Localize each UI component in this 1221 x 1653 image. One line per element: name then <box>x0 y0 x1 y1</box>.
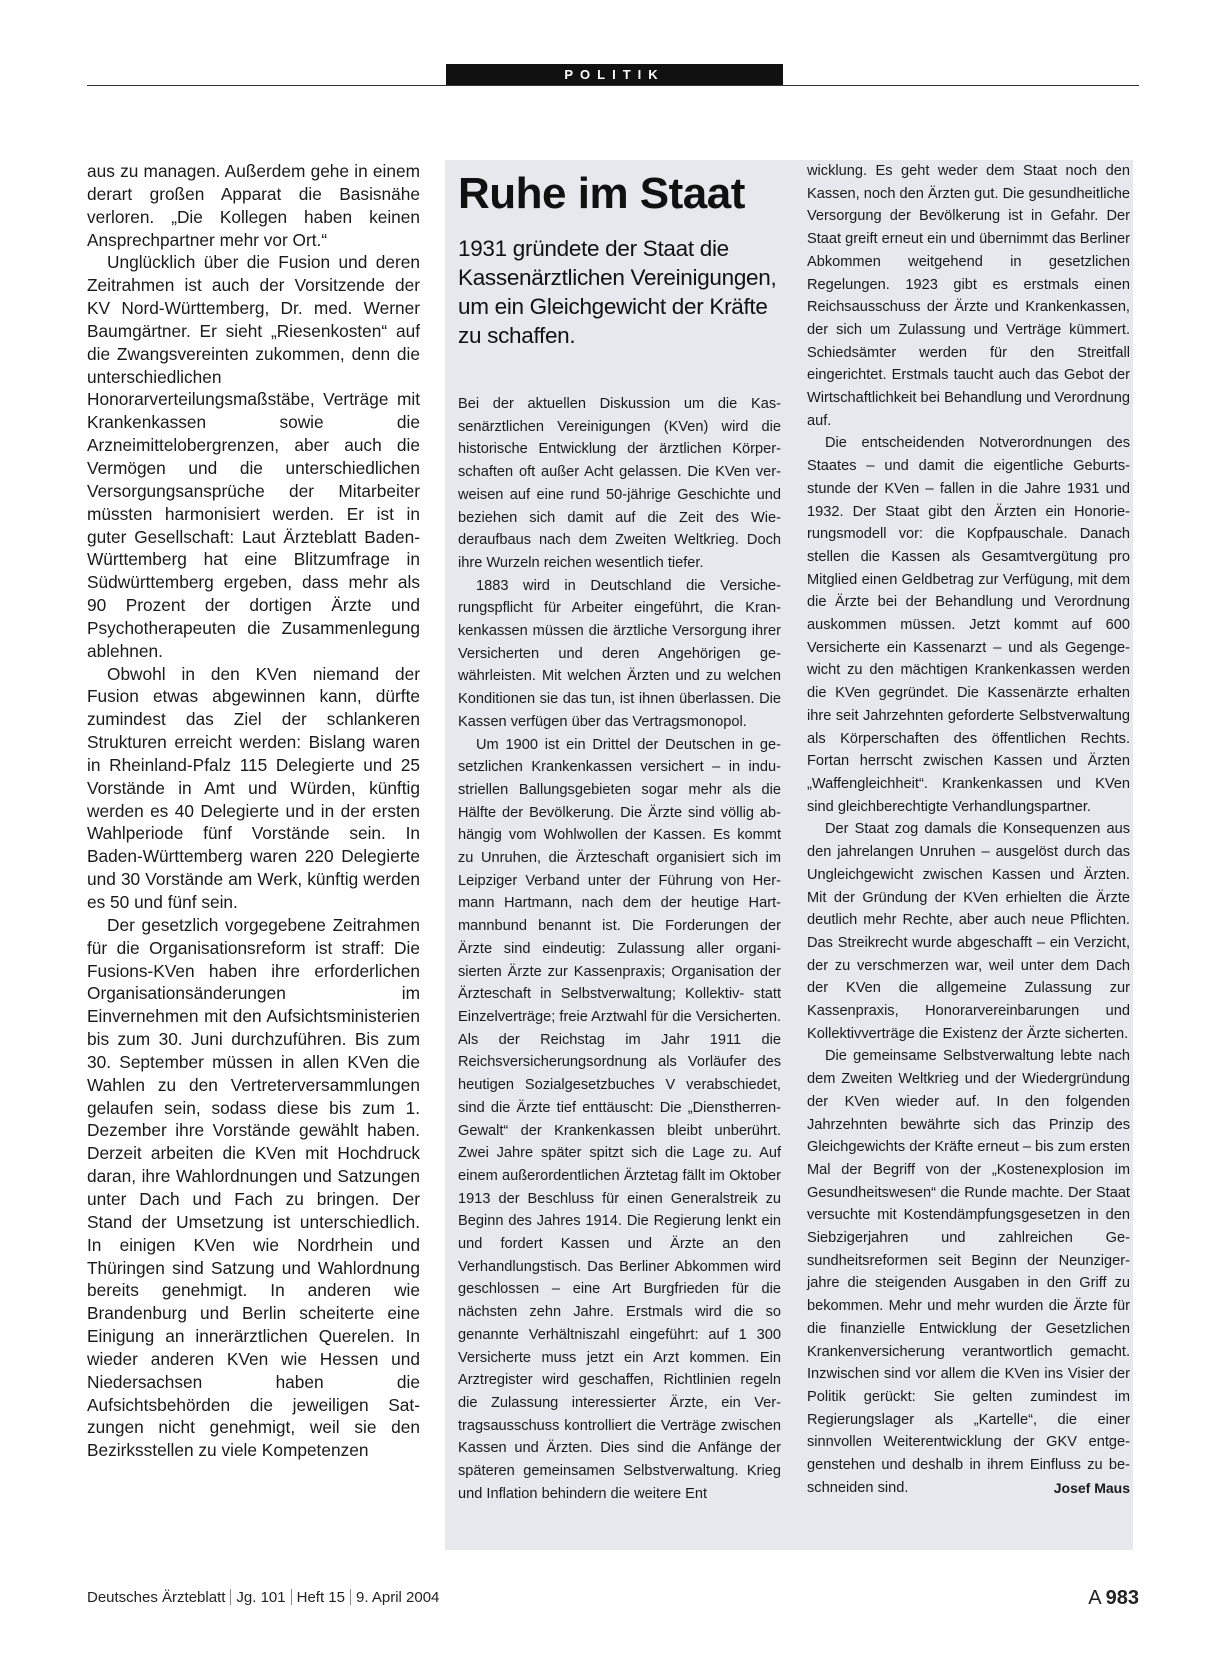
left-paragraph-1: aus zu managen. Außerdem gehe in einem derart großen Apparat die Basisnähe verloren. „Die Kollegen haben keinen Ansprechpartner mehr vor Ort.“ <box>87 161 420 250</box>
author-name: Josef Maus <box>1053 1479 1130 1496</box>
left-paragraph-3: Obwohl in den KVen niemand der Fusion etwas abgewinnen kann, dürfte zumindest das Ziel der schlankeren Strukturen erreicht werden: Bislang waren in Rheinland-Pfalz 115 Delegierte und 25 Vorstände in Amt und Würden, künftig werden es 40 Delegierte und in der ersten Wahlperiode fünf Vorstände sein. In Baden-Württemberg waren 220 Delegierte und 30 Vorstände am Werk, künftig werden es 50 und fünf sein. <box>87 663 420 912</box>
box-b-paragraph-4-text: Die gemeinsame Selbstverwaltung lebte nach dem Zweiten Weltkrieg und der Wiedergründung der KVen wieder auf. In den folgenden Jahrzehnten bewährte sich das Prinzip des Gleichgewichts der Kräfte erneut – bis zum ersten Mal der Begriff von der „Kostenexplosion im Gesundheitswesen“ die Runde machte. Der Staat versuchte mit Kostendämpfungsgesetzen in den Siebzigerjahren und zahlreichen Gesundheitsreformen seit Beginn der Neunzigerjahre die steigenden Ausgaben in den Griff zu bekommen. Mehr und mehr wurden die Ärzte für die finanzielle Entwicklung der Gesetzlichen Krankenversicherung verantwortlich gemacht. Inzwischen sind vor allem die KVen ins Visier der Politik gerückt: Sie gelten zumindest im Regierungslager als „Kartelle“, die einer sinnvollen Weiterentwicklung der GKV entgegenstehen und deshalb in ihrem Einfluss zu beschneiden sind. <box>807 1048 1130 1496</box>
box-a-paragraph-2: 1883 wird in Deutschland die Versicherungspflicht für Arbeiter eingeführt, die Krankenkassen müssen die ärztliche Versorgung ihrer Versicherten und deren Angehörigen gewährleisten. Mit welchen Ärzten und zu welchen Konditionen sie das tun, ist ihnen überlassen. Die Kassen verfügen über das Vertragsmonopol. <box>458 577 781 730</box>
box-b-paragraph-1: wicklung. Es geht weder dem Staat noch den Kassen, noch den Ärzten gut. Die gesundheitliche Versorgung der Bevölkerung ist in Gefahr. Der Staat greift erneut ein und übernimmt das Berliner Abkommen weitgehend in gesetzlichen Regelungen. 1923 gibt es erstmals einen Reichsausschuss der Ärzte und Krankenkassen, der sich um Zulassung und Verträge kümmert. Schiedsämter werden für den Streitfall eingerichtet. Erstmals taucht auch das Gebot der Wirtschaftlichkeit bei Behandlung und Verordnung auf. <box>807 163 1130 429</box>
box-title: Ruhe im Staat <box>458 169 745 218</box>
footer-volume: Jg. 101 <box>236 1589 286 1606</box>
box-column-b <box>807 160 1130 1499</box>
footer-separator <box>350 1589 351 1605</box>
box-subtitle: 1931 gründete der Staat die Kassenärztlichen Vereinigungen, um ein Gleichgewicht der Kräfte zu schaffen. <box>458 236 777 348</box>
footer-separator <box>230 1589 231 1605</box>
footer-date: 9. April 2004 <box>356 1589 440 1606</box>
left-paragraph-2: Unglücklich über die Fusion und deren Zeitrahmen ist auch der Vorsitzende der KV Nord-Württemberg, Dr. med. Werner Baumgärtner. Er sieht „Riesenkosten“ auf die Zwangsvereinten zukommen, denn die unterschiedlichen Honorarverteilungsmaßstäbe, Verträge mit Krankenkassen sowie die Arzneimittelobergrenzen, aber auch die Vermögen und die unterschiedlichen Versorgungsansprüche der Mitarbeiter müssten harmonisiert werden. Er ist in guter Gesellschaft: Laut Ärzteblatt Baden-Württemberg hat eine Blitzumfrage in Südwürttemberg ergeben, dass mehr als 90 Prozent der dortigen Ärzte und Psychotherapeuten die Zusammenlegung ablehnen. <box>87 252 420 661</box>
page-number-value: 983 <box>1105 1587 1139 1609</box>
page-number <box>1088 1586 1139 1610</box>
left-column <box>87 160 420 1462</box>
box-b-paragraph-4 <box>807 1045 1130 1499</box>
footer-separator <box>291 1589 292 1605</box>
box-column-a <box>458 393 781 1505</box>
footer-issue: Heft 15 <box>296 1589 345 1606</box>
box-b-paragraph-3: Der Staat zog damals die Konsequenzen aus den jahrelangen Unruhen – ausgelöst durch das Ungleichgewicht zwischen Kassen und Ärzten. Mit der Gründung der KVen erhielten die Ärzte deutlich mehr Rechte, aber auch neue Pflichten. Das Streikrecht wurde abgeschafft – ein Verzicht, der zu verschmerzen war, weil unter dem Dach der KVen die allgemeine Zulassung zur Kassenpraxis, Honorarvereinbarungen und Kollektivverträge die Existenz der Ärzte sicherten. <box>807 821 1130 1042</box>
footer-journal: Deutsches Ärzteblatt <box>87 1589 226 1606</box>
box-b-paragraph-2: Die entscheidenden Notverordnungen des Staates – und damit die eigentliche Geburtsstunde der KVen – fallen in die Jahre 1931 und 1932. Der Staat gibt den Ärzten ein Honorierungsmodell vor: die Kopfpauschale. Danach stellen die Kassen als Gesamtvergütung pro Mitglied einen Geldbetrag zur Verfügung, mit dem die Ärzte bei der Behandlung und Verordnung auskommen müssen. Jetzt kommt auf 600 Versicherte ein Kassenarzt – und als Gegengewicht zu den mächtigen Krankenkassen werden die KVen gegründet. Die Kassenärzte erhalten ihre seit Jahrzehnten geforderte Selbstverwaltung als Körperschaften des öffentlichen Rechts. Fortan herrscht zwischen Kassen und Ärzten „Waffengleichheit“. Krankenkassen und KVen sind gleichberechtigte Verhandlungspartner. <box>807 435 1130 815</box>
left-paragraph-4: Der gesetzlich vorgegebene Zeitrahmen für die Organisationsreform ist straff: Die Fusions-KVen haben ihre erforderlichen Organisationsänderungen im Einvernehmen mit den Aufsichtsministerien bis zum 30. Juni durchzuführen. Bis zum 30. September müssen in allen KVen die Wahlen zu den Vertreterversammlungen gelaufen sein, sodass diese bis zum 1. Dezember ihre Vorstände gewählt haben. Derzeit arbeiten die KVen mit Hochdruck daran, ihre Wahlordnungen und Satzungen unter Dach und Fach zu bringen. Der Stand der Umsetzung ist unterschiedlich. In einigen KVen wie Nordrhein und Thüringen sind Satzung und Wahlordnung bereits genehmigt. In anderen wie Brandenburg und Berlin scheiterte eine Einigung an innerärztlichen Querelen. In wieder anderen KVen wie Hessen und Niedersachsen haben die Aufsichtsbehörden die jeweiligen Satzungen nicht genehmigt, weil sie den Bezirksstellen zu viele Kompetenzen <box>87 914 420 1461</box>
section-label: POLITIK <box>446 64 783 85</box>
page-prefix: A <box>1088 1587 1102 1609</box>
footer <box>87 1586 1139 1610</box>
box-a-paragraph-1: Bei der aktuellen Diskussion um die Kassenärztlichen Vereinigungen (KVen) wird die historische Entwicklung der ärztlichen Körperschaften oft außer Acht gelassen. Die KVen verweisen auf eine rund 50-jährige Geschichte und beziehen sich damit auf die Zeit des Wiederaufbaus nach dem Zweiten Weltkrieg. Doch ihre Wurzeln reichen wesentlich tiefer. <box>458 396 781 571</box>
header-rule <box>87 85 1139 86</box>
box-a-paragraph-3: Um 1900 ist ein Drittel der Deutschen in gesetzlichen Krankenkassen versichert – in industriellen Ballungsgebieten sogar mehr als die Hälfte der Bevölkerung. Die Ärzte sind völlig abhängig vom Wohlwollen der Kassen. Es kommt zu Unruhen, die Ärzteschaft organisiert sich im Leipziger Verband unter der Führung von Hermann Hartmann, nach dem der heutige Hartmannbund benannt ist. Die Forderungen der Ärzte sind eindeutig: Zulassung aller organisierten Ärzte zur Kassenpraxis; Organisation der Ärzteschaft in Selbstverwaltung; Kollektiv- statt Einzelverträge; freie Arztwahl für die Versicherten. Als der Reichstag im Jahr 1911 die Reichsversicherungsordnung als Vorläufer des heutigen Sozialgesetzbuches V verabschiedet, sind die Ärzte tief enttäuscht: Die „Dienstherren-Gewalt“ der Krankenkassen bleibt unberührt. Zwei Jahre später spitzt sich die Lage zu. Auf einem außerordentlichen Ärztetag fällt im Oktober 1913 der Beschluss für einen Generalstreik zu Beginn des Jahres 1914. Die Regierung lenkt ein und fordert Kassen und Ärzte an den Verhandlungstisch. Das Berliner Abkommen wird geschlossen – eine Art Burgfrieden für die nächsten zehn Jahre. Erstmals wird die so genannte Verhältniszahl eingeführt: auf 1 300 Versicherte muss jetzt ein Arzt kommen. Ein Arztregister wird geschaffen, Richtlinien regeln die Zulassung interessierter Ärzte, ein Vertragsausschuss kontrolliert die Verträge zwischen Kassen und Ärzten. Dies sind die Anfänge der späteren gemeinsamen Selbstverwaltung. Krieg und Inflation behindern die weitere Ent <box>458 736 781 1502</box>
